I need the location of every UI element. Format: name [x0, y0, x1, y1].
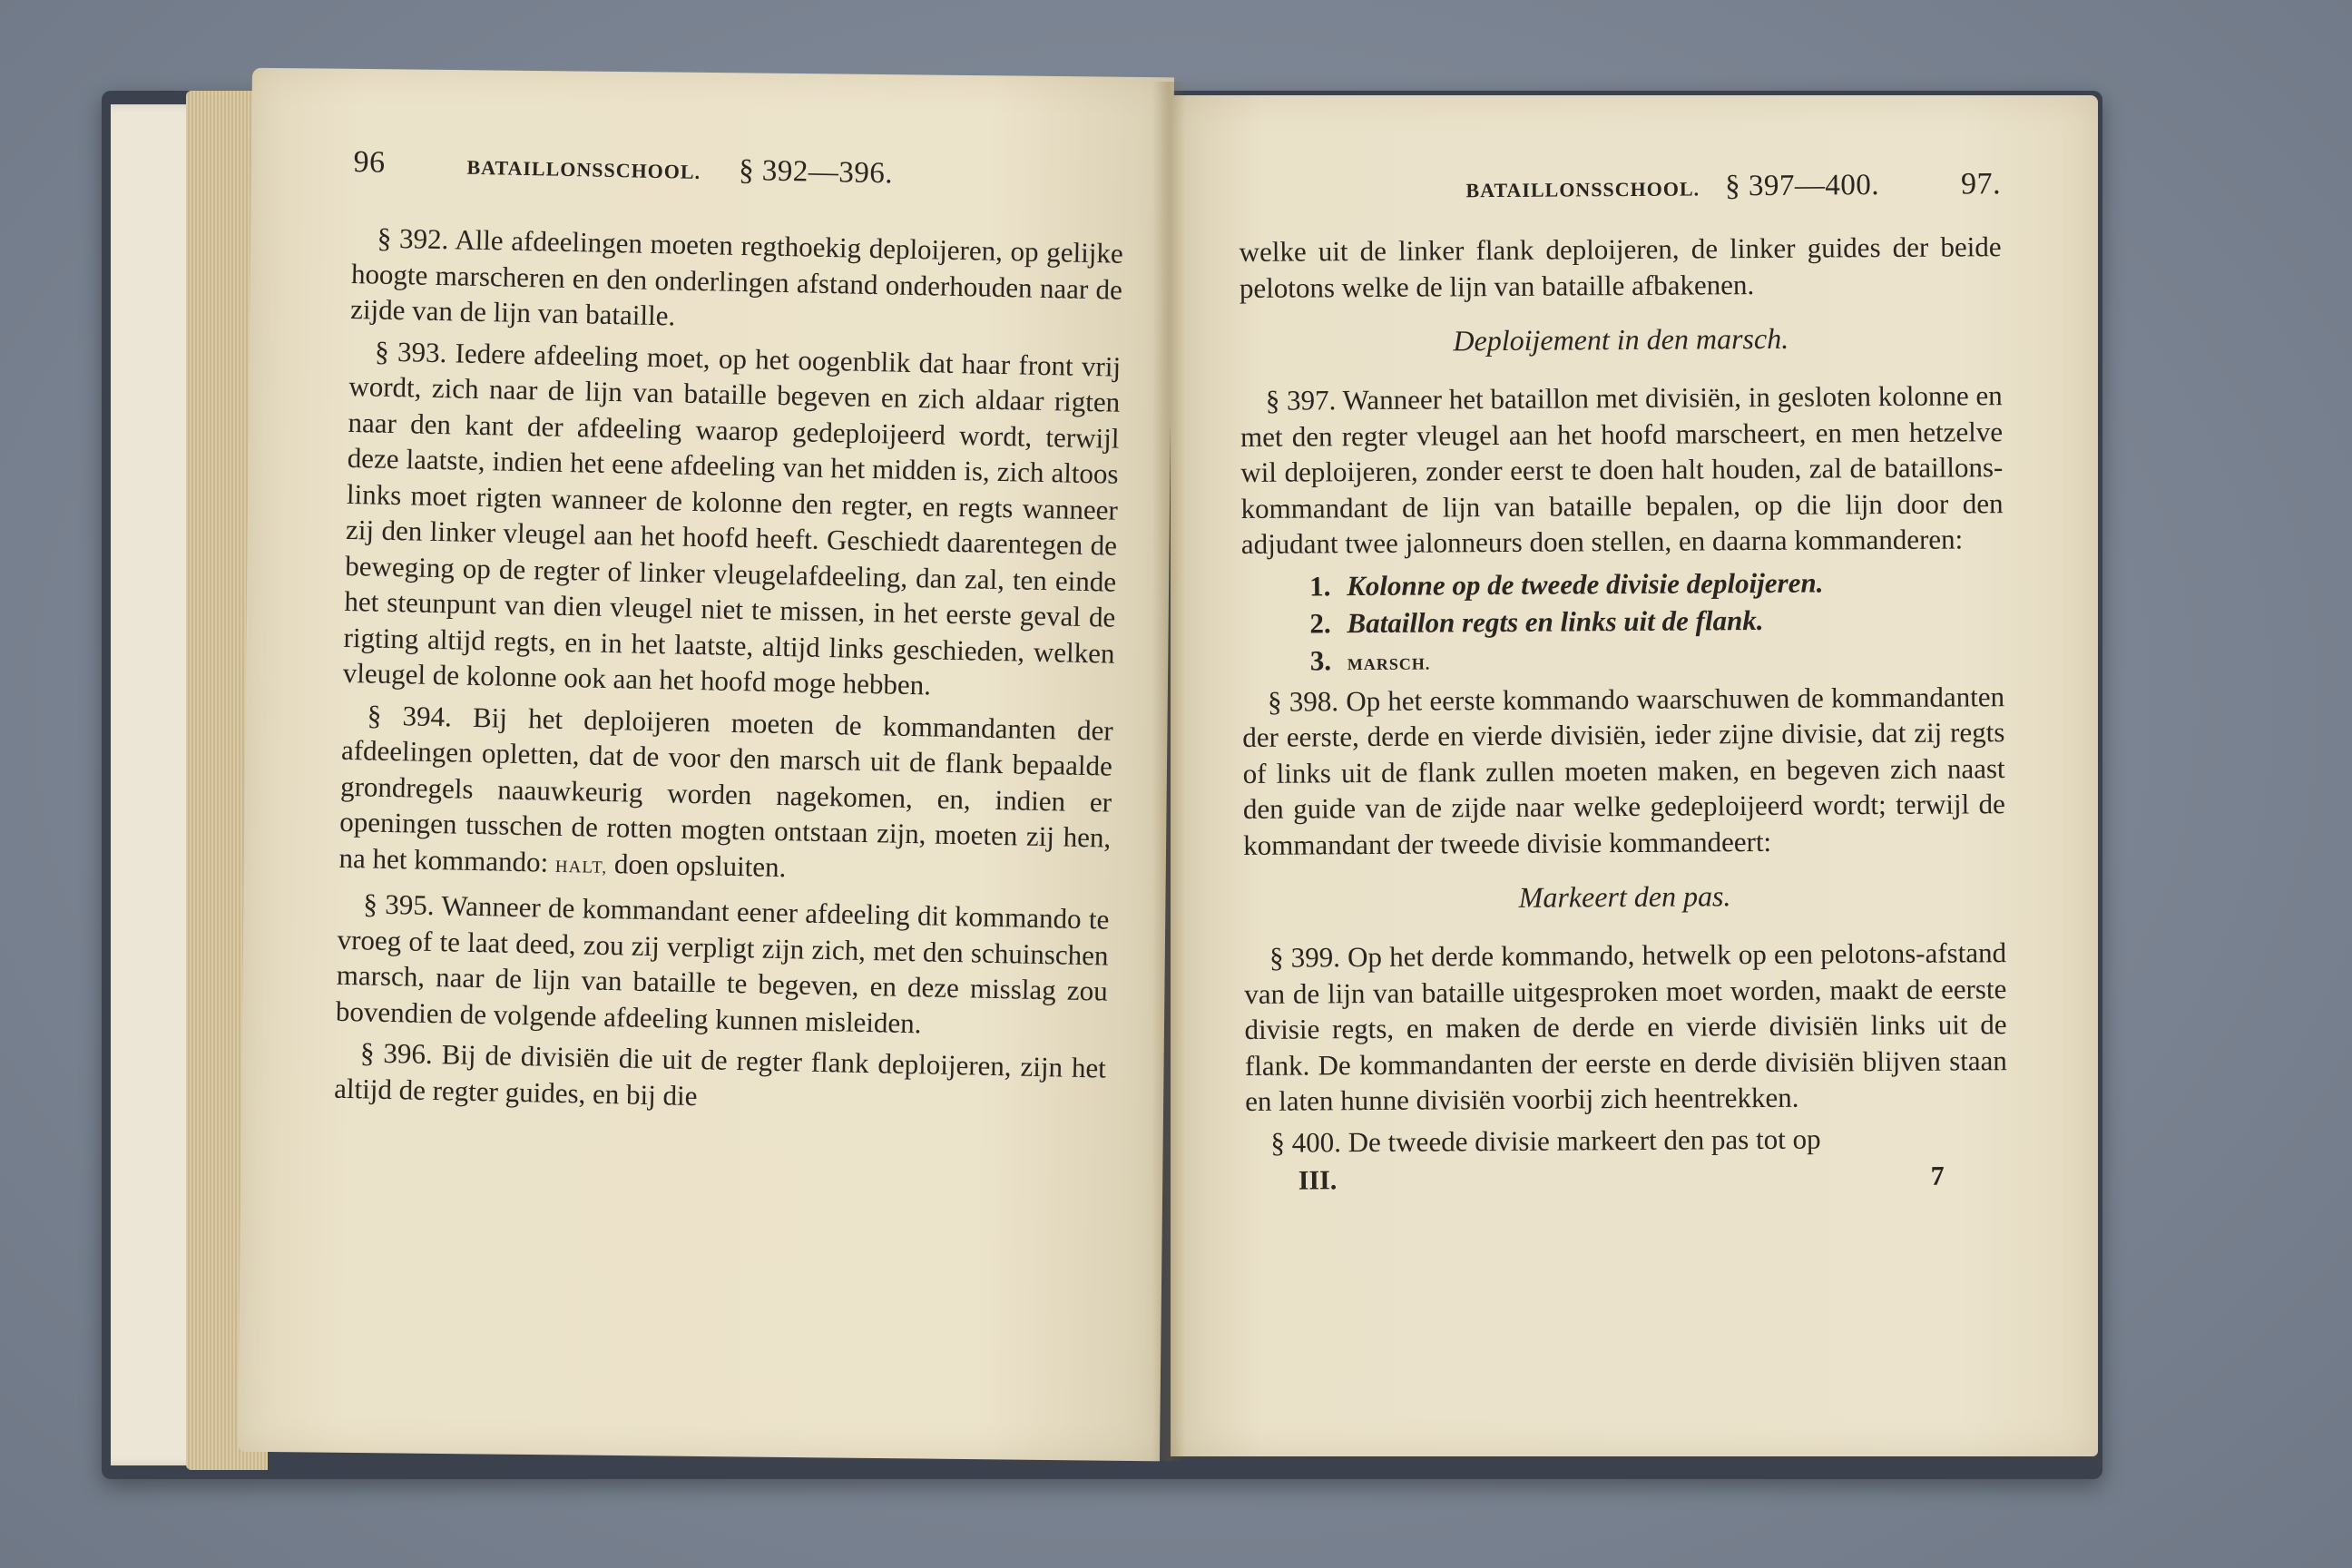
paragraph-394: § 394. Bij het deploijeren moeten de kommandanten der afdeelingen opletten, dat de voor den marsch uit de flank bepaalde grondregels naauwkeurig worden nagekomen, en, indien er openingen tusschen de rotten mogten ontstaan zijn, moeten zij hen, na het kommando: HALT, doen opsluiten.	[338, 698, 1114, 883]
section-heading: Deploijement in den marsch.	[1453, 321, 1789, 358]
signature-line	[1298, 1161, 1945, 1197]
signature-roman: III.	[1298, 1165, 1338, 1196]
right-section-range: § 397—400.	[1724, 169, 1880, 203]
paragraph-398: § 398. Op het eerste kommando waarschuwen de kommandanten der eerste, derde en vierde divisiën, ieder zijne divisie, dat zij regts of links uit de flank zullen moeten maken, en begeven zich naast den guide van de zijde naar welke gedeploijeerd wordt; terwijl de kommandant der tweede divisie kommandeert:	[1242, 680, 2005, 861]
book-gutter	[1152, 82, 1185, 1461]
signature-number: 7	[1930, 1161, 1945, 1191]
command-3: 3. MARSCH.	[1309, 643, 1431, 676]
command-2: 2. Bataillon regts en links uit de flank.	[1309, 603, 1764, 639]
paragraph-395: § 395. Wanneer de kommandant eener afdeeling dit kommando te vroeg of te laat deed, zou zij verpligt zijn zich, met den schuinschen marsch, naar de lijn van bataille te begeven, en deze misslag zou bovendien de volgende afdeeling kunnen misleiden.	[335, 887, 1110, 1039]
right-page-header	[1239, 167, 2001, 207]
command-markeert: Markeert den pas.	[1518, 879, 1731, 914]
left-page-number: 96	[353, 145, 386, 180]
paragraph-399: § 399. Op het derde kommando, hetwelk op een pelotons-afstand van de lijn van bataille uitgesproken moet worden, maakt de eerste divisie regts, en maken de derde en vierde divisiën links uit de flank. De kommandanten der eerste en derde divisiën blijven staan en laten hunne divisiën voorbij zich heentrekken.	[1244, 936, 2007, 1117]
command-1: 1. Kolonne op de tweede divisie deploijeren.	[1309, 566, 1824, 602]
paragraph-396-continued: welke uit de linker flank deploijeren, de linker guides der beide pelotons welke de lijn van bataille afbakenen.	[1239, 230, 2002, 304]
paragraph-397: § 397. Wanneer het bataillon met divisiën, in gesloten kolonne en met den regter vleugel aan het hoofd marscheert, en men hetzelve wil deploijeren, zonder eerst te doen halt houden, zal de bataillons-kommandant de lijn van bataille bepalen, op die lijn door den adjudant twee jalonneurs doen stellen, en daarna kommanderen:	[1240, 379, 2004, 560]
paragraph-396: § 396. Bij de divisiën die uit de regter flank deploijeren, zijn het altijd de regter guides, en bij die	[333, 1036, 1107, 1112]
right-page-text	[1239, 167, 2008, 1197]
right-page-number: 97.	[1960, 167, 2002, 201]
left-page-text	[334, 145, 1125, 1128]
paragraph-400: § 400. De tweede divisie markeert den pas tot op	[1270, 1122, 1821, 1159]
left-section-range: § 392—396.	[738, 153, 894, 191]
paragraph-392: § 392. Alle afdeelingen moeten regthoekig deploijeren, op gelijke hoogte marscheren en den onderlingen afstand onderhouden naar de zijde van de lijn van bataille.	[349, 221, 1124, 332]
paragraph-393: § 393. Iedere afdeeling moet, op het oogenblik dat haar front vrij wordt, zich naar de lijn van bataille begeven en zich aldaar rigten naar den kant der afdeeling waarop gedeploijeerd wordt, terwijl deze laatste, indien het eene afdeeling van het midden is, zich altoos links moet rigten wanneer de kolonne den regter, en regts wanneer zij den linker vleugel aan het hoofd heeft. Geschiedt daarentegen de beweging op de regter of linker vleugelafdeeling, dan zal, ten einde het steunpunt van dien vleugel niet te missen, in het eerste geval de rigting altijd regts, en in het laatste, altijd links geschieden, welken vleugel de kolonne ook aan het hoofd moge hebben.	[342, 335, 1122, 701]
right-running-title: BATAILLONSSCHOOL.	[1465, 177, 1700, 202]
left-running-title: BATAILLONSSCHOOL.	[466, 155, 701, 184]
